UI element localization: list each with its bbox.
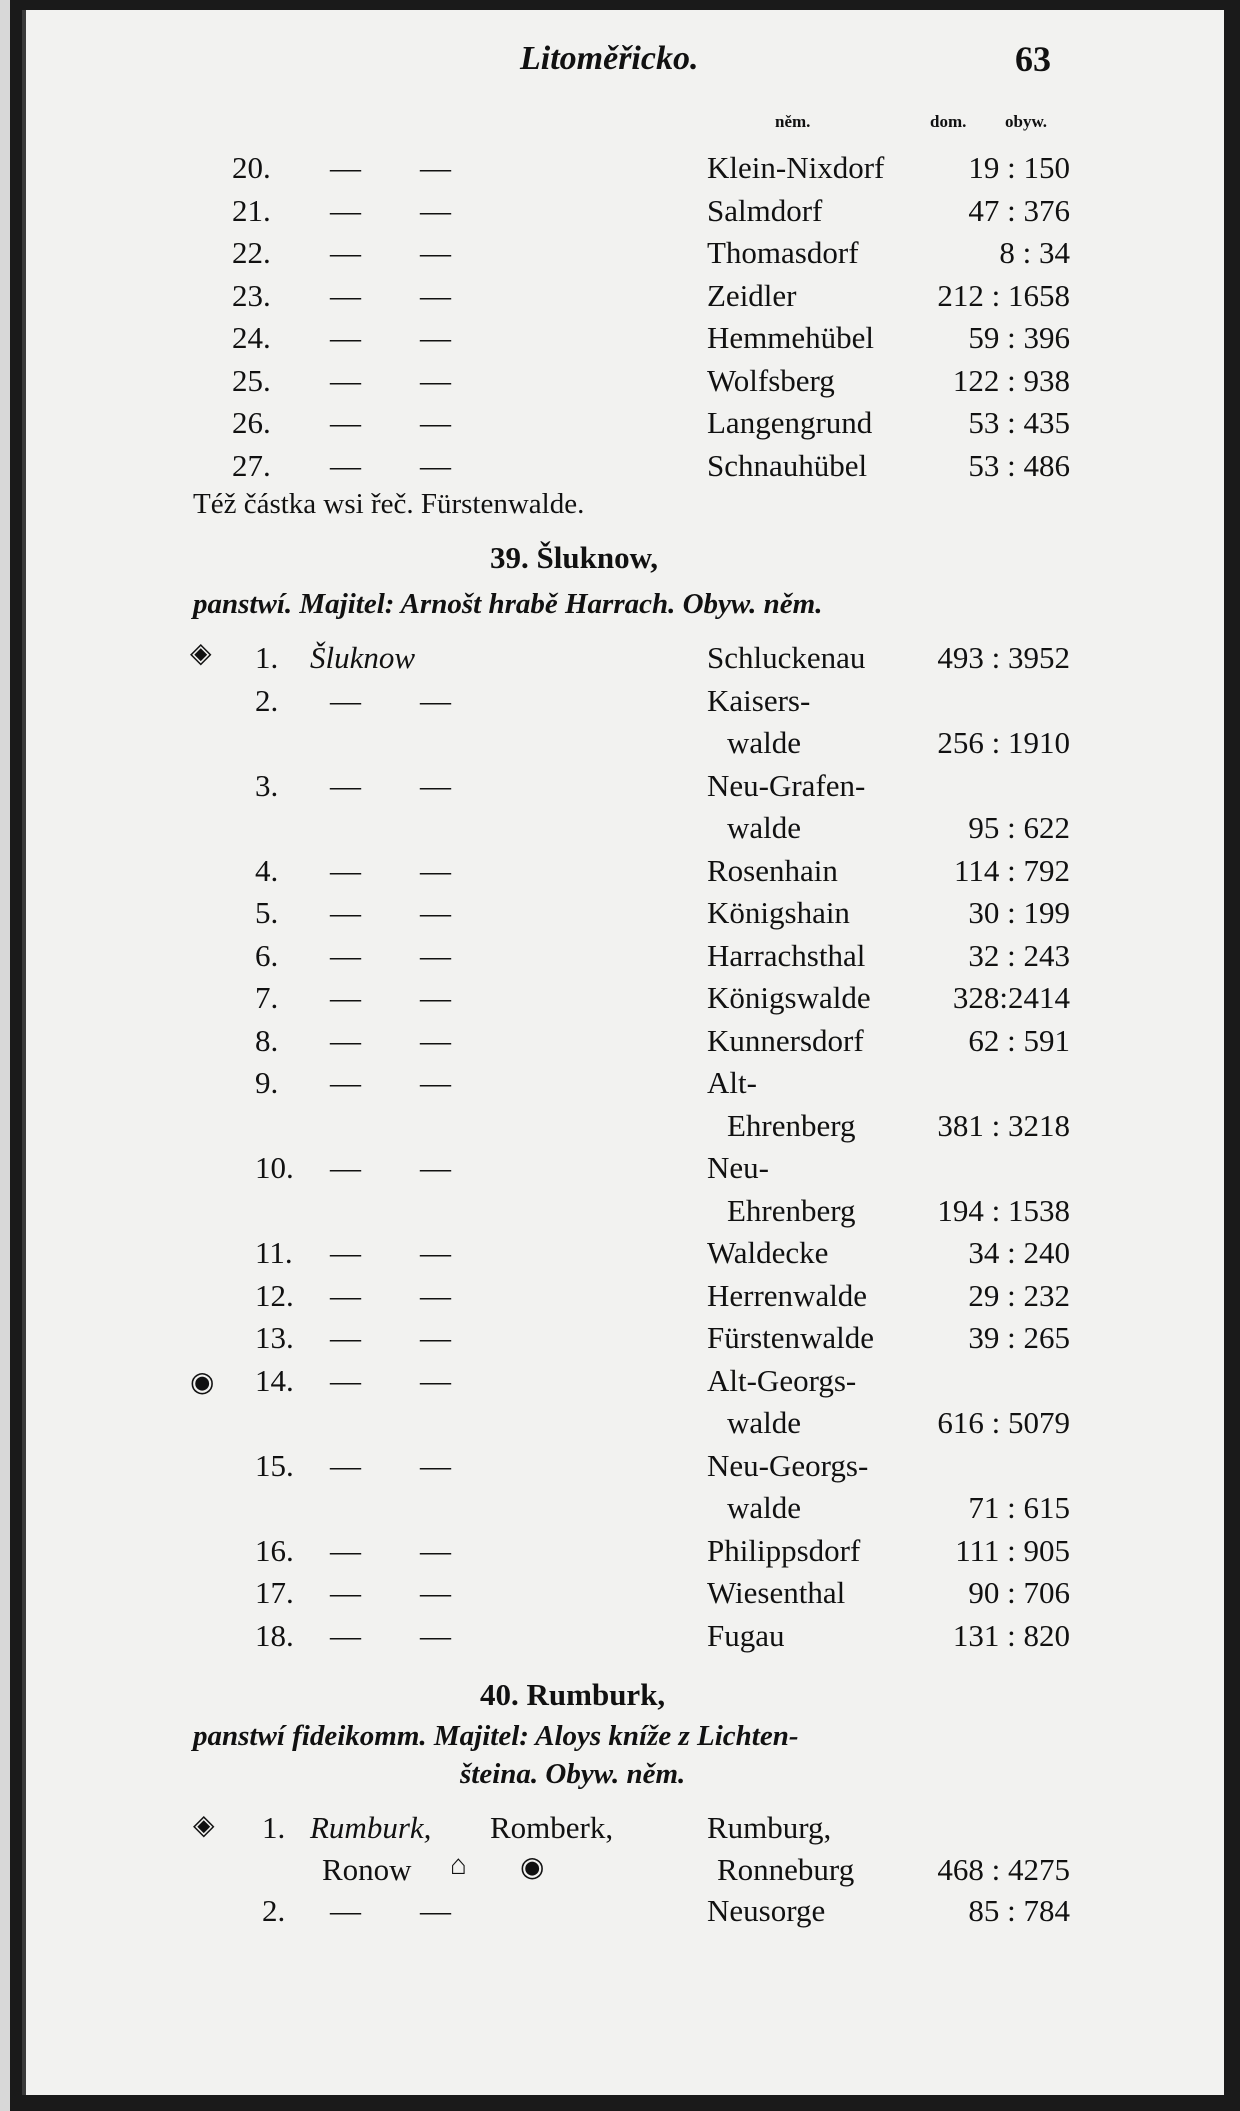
row-dash-1: —	[330, 852, 361, 888]
row-dash-1: —	[330, 362, 361, 398]
row-number: 18.	[255, 1617, 294, 1653]
row-dash-2: —	[420, 405, 451, 440]
house-population-value: 47 : 376	[968, 192, 1070, 228]
house-population-value: 95 : 622	[968, 810, 1070, 845]
place-name: Neusorge	[707, 1893, 826, 1928]
row-dash-1: —	[330, 405, 361, 440]
row-dash-2: —	[420, 1575, 451, 1610]
czech-place-name-alt: Ronow	[322, 1852, 412, 1887]
place-name-continuation: Ehrenberg	[727, 1192, 856, 1228]
running-title: Litoměřicko.	[520, 40, 699, 77]
row-dash-1: —	[330, 767, 361, 803]
row-number: 3.	[255, 767, 279, 803]
place-name: Neu-Grafen-	[707, 767, 866, 803]
house-population-value: 30 : 199	[968, 895, 1070, 930]
row-number: 15.	[255, 1447, 294, 1483]
row-dash-1: —	[330, 1022, 361, 1058]
row-dash-2: —	[420, 895, 451, 930]
row-dash-2: —	[420, 1362, 451, 1398]
row-dash-1: —	[330, 1532, 361, 1568]
row-number: 10.	[255, 1150, 294, 1185]
house-population-value: 212 : 1658	[937, 277, 1070, 313]
row-number: 13.	[255, 1320, 294, 1355]
house-population-value: 59 : 396	[968, 320, 1070, 355]
church-symbol-icon: ◉	[520, 1852, 545, 1883]
place-name: Ronneburg	[717, 1852, 855, 1887]
row-dash-2: —	[420, 192, 451, 228]
section-subtitle: panstwí fideikomm. Majitel: Aloys kníže z Lichten-	[193, 1720, 799, 1752]
place-name-continuation: walde	[727, 725, 802, 760]
row-dash-2: —	[420, 767, 451, 803]
row-dash-2: —	[420, 362, 451, 398]
row-number: 26.	[232, 405, 271, 440]
row-dash-2: —	[420, 320, 451, 355]
section-heading: 39. Šluknow,	[490, 540, 659, 575]
house-population-value: 53 : 486	[968, 447, 1070, 483]
place-name: Wiesenthal	[707, 1575, 846, 1610]
place-name: Neu-Georgs-	[707, 1447, 869, 1483]
row-number: 14.	[255, 1362, 294, 1398]
row-dash-1: —	[330, 150, 361, 185]
column-header-obyw: obyw.	[1005, 112, 1048, 131]
row-dash-2: —	[420, 1617, 451, 1653]
row-number: 21.	[232, 192, 271, 228]
place-name: Wolfsberg	[707, 362, 835, 398]
place-name-continuation: walde	[727, 810, 802, 845]
column-header-dom: dom.	[930, 112, 967, 131]
row-dash-1: —	[330, 235, 361, 270]
row-dash-1: —	[330, 1617, 361, 1653]
place-name: Kaisers-	[707, 682, 811, 718]
place-name: Rumburg,	[707, 1810, 832, 1845]
row-dash-1: —	[330, 320, 361, 355]
row-dash-1: —	[330, 1447, 361, 1483]
row-dash-1: —	[330, 1320, 361, 1355]
section-subtitle-continuation: šteina. Obyw. něm.	[460, 1758, 686, 1790]
place-name: Thomasdorf	[707, 235, 859, 270]
row-dash-2: —	[420, 1235, 451, 1270]
row-dash-2: —	[420, 1447, 451, 1483]
section-note: Též částka wsi řeč. Fürstenwalde.	[193, 488, 585, 520]
row-number: 16.	[255, 1532, 294, 1568]
row-number: 8.	[255, 1022, 279, 1058]
row-dash-2: —	[420, 1532, 451, 1568]
house-population-value: 131 : 820	[952, 1617, 1070, 1653]
place-name: Harrachsthal	[707, 937, 866, 973]
place-name: Schluckenau	[707, 640, 866, 675]
row-dash-1: —	[330, 1575, 361, 1610]
row-dash-2: —	[420, 235, 451, 270]
row-number: 24.	[232, 320, 271, 355]
place-name: Königswalde	[707, 980, 871, 1015]
row-number: 17.	[255, 1575, 294, 1610]
house-population-value: 256 : 1910	[937, 725, 1070, 760]
row-dash-1: —	[330, 895, 361, 930]
row-number: 25.	[232, 362, 271, 398]
row-dash-1: —	[330, 682, 361, 718]
place-name-continuation: Ehrenberg	[727, 1107, 856, 1143]
place-name: Königshain	[707, 895, 850, 930]
place-name: Salmdorf	[707, 192, 823, 228]
manor-symbol-icon: ◈	[193, 1810, 215, 1841]
place-name: Rosenhain	[707, 852, 838, 888]
place-name: Neu-	[707, 1150, 769, 1185]
czech-place-name: Rumburk,	[310, 1810, 432, 1845]
section-subtitle: panstwí. Majitel: Arnošt hrabě Harrach. Obyw. něm.	[193, 588, 823, 620]
column-header-nem: něm.	[775, 112, 811, 131]
row-dash-2: —	[420, 1893, 451, 1928]
row-dash-2: —	[420, 150, 451, 185]
row-dash-1: —	[330, 277, 361, 313]
house-population-value: 71 : 615	[968, 1490, 1070, 1525]
row-dash-1: —	[330, 1065, 361, 1100]
place-name: Zeidler	[707, 277, 797, 313]
house-population-value: 39 : 265	[968, 1320, 1070, 1355]
row-dash-1: —	[330, 937, 361, 973]
row-dash-2: —	[420, 1150, 451, 1185]
place-name: Kunnersdorf	[707, 1022, 864, 1058]
row-dash-2: —	[420, 1277, 451, 1313]
place-name: Philippsdorf	[707, 1532, 861, 1568]
section-heading: 40. Rumburk,	[480, 1677, 666, 1712]
house-population-value: 85 : 784	[968, 1893, 1070, 1928]
row-dash-1: —	[330, 1235, 361, 1270]
house-population-value: 194 : 1538	[937, 1192, 1070, 1228]
row-dash-2: —	[420, 1320, 451, 1355]
row-number: 9.	[255, 1065, 279, 1100]
row-number: 23.	[232, 277, 271, 313]
row-number: 5.	[255, 895, 279, 930]
house-population-value: 493 : 3952	[937, 640, 1070, 675]
row-number: 2.	[262, 1893, 286, 1928]
row-dash-2: —	[420, 937, 451, 973]
church-symbol-icon: ◉	[190, 1367, 215, 1398]
row-number: 11.	[255, 1235, 293, 1270]
row-dash-2: —	[420, 682, 451, 718]
row-number: 2.	[255, 682, 279, 718]
place-name-continuation: walde	[727, 1490, 802, 1525]
czech-place-name-alt: Romberk,	[490, 1810, 614, 1845]
house-population-value: 29 : 232	[968, 1277, 1070, 1313]
row-number: 22.	[232, 235, 271, 270]
place-name: Alt-	[707, 1065, 757, 1100]
row-dash-2: —	[420, 1022, 451, 1058]
page-number: 63	[1015, 39, 1051, 79]
row-dash-1: —	[330, 1893, 361, 1928]
row-number: 1.	[255, 640, 279, 675]
row-number: 7.	[255, 980, 279, 1015]
house-population-value: 19 : 150	[968, 150, 1070, 185]
row-dash-1: —	[330, 1277, 361, 1313]
manor-symbol-icon: ◈	[190, 638, 212, 669]
house-population-value: 122 : 938	[952, 362, 1070, 398]
place-name: Herrenwalde	[707, 1277, 868, 1313]
house-population-value: 616 : 5079	[937, 1405, 1070, 1440]
place-name: Fürstenwalde	[707, 1320, 875, 1355]
row-dash-2: —	[420, 277, 451, 313]
house-population-value: 468 : 4275	[937, 1852, 1070, 1887]
row-dash-1: —	[330, 1362, 361, 1398]
row-dash-1: —	[330, 980, 361, 1015]
house-population-value: 90 : 706	[968, 1575, 1070, 1610]
place-name: Klein-Nixdorf	[707, 150, 885, 185]
row-number: 20.	[232, 150, 271, 185]
row-number: 6.	[255, 937, 279, 973]
row-dash-2: —	[420, 1065, 451, 1100]
row-dash-1: —	[330, 447, 361, 483]
house-population-value: 328:2414	[952, 980, 1070, 1015]
house-population-value: 53 : 435	[968, 405, 1070, 440]
place-name: Fugau	[707, 1617, 785, 1653]
row-dash-2: —	[420, 447, 451, 483]
place-name: Alt-Georgs-	[707, 1362, 857, 1398]
house-population-value: 111 : 905	[955, 1532, 1070, 1568]
place-name: Langengrund	[707, 405, 873, 440]
row-dash-1: —	[330, 1150, 361, 1185]
czech-place-name: Šluknow	[310, 640, 416, 675]
row-dash-1: —	[330, 192, 361, 228]
house-population-value: 32 : 243	[968, 937, 1070, 973]
place-name: Schnauhübel	[707, 447, 868, 483]
place-name: Hemmehübel	[707, 320, 875, 355]
place-name-continuation: walde	[727, 1405, 802, 1440]
house-population-value: 8 : 34	[999, 235, 1070, 270]
row-number: 4.	[255, 852, 279, 888]
castle-symbol-icon: ⌂	[450, 1850, 467, 1881]
row-number: 1.	[262, 1810, 286, 1845]
page-edge	[0, 0, 10, 2111]
row-number: 27.	[232, 447, 271, 483]
house-population-value: 381 : 3218	[937, 1107, 1070, 1143]
place-name: Waldecke	[707, 1235, 829, 1270]
house-population-value: 34 : 240	[968, 1235, 1070, 1270]
house-population-value: 114 : 792	[954, 852, 1070, 888]
house-population-value: 62 : 591	[968, 1022, 1070, 1058]
row-dash-2: —	[420, 852, 451, 888]
row-dash-2: —	[420, 980, 451, 1015]
row-number: 12.	[255, 1277, 294, 1313]
